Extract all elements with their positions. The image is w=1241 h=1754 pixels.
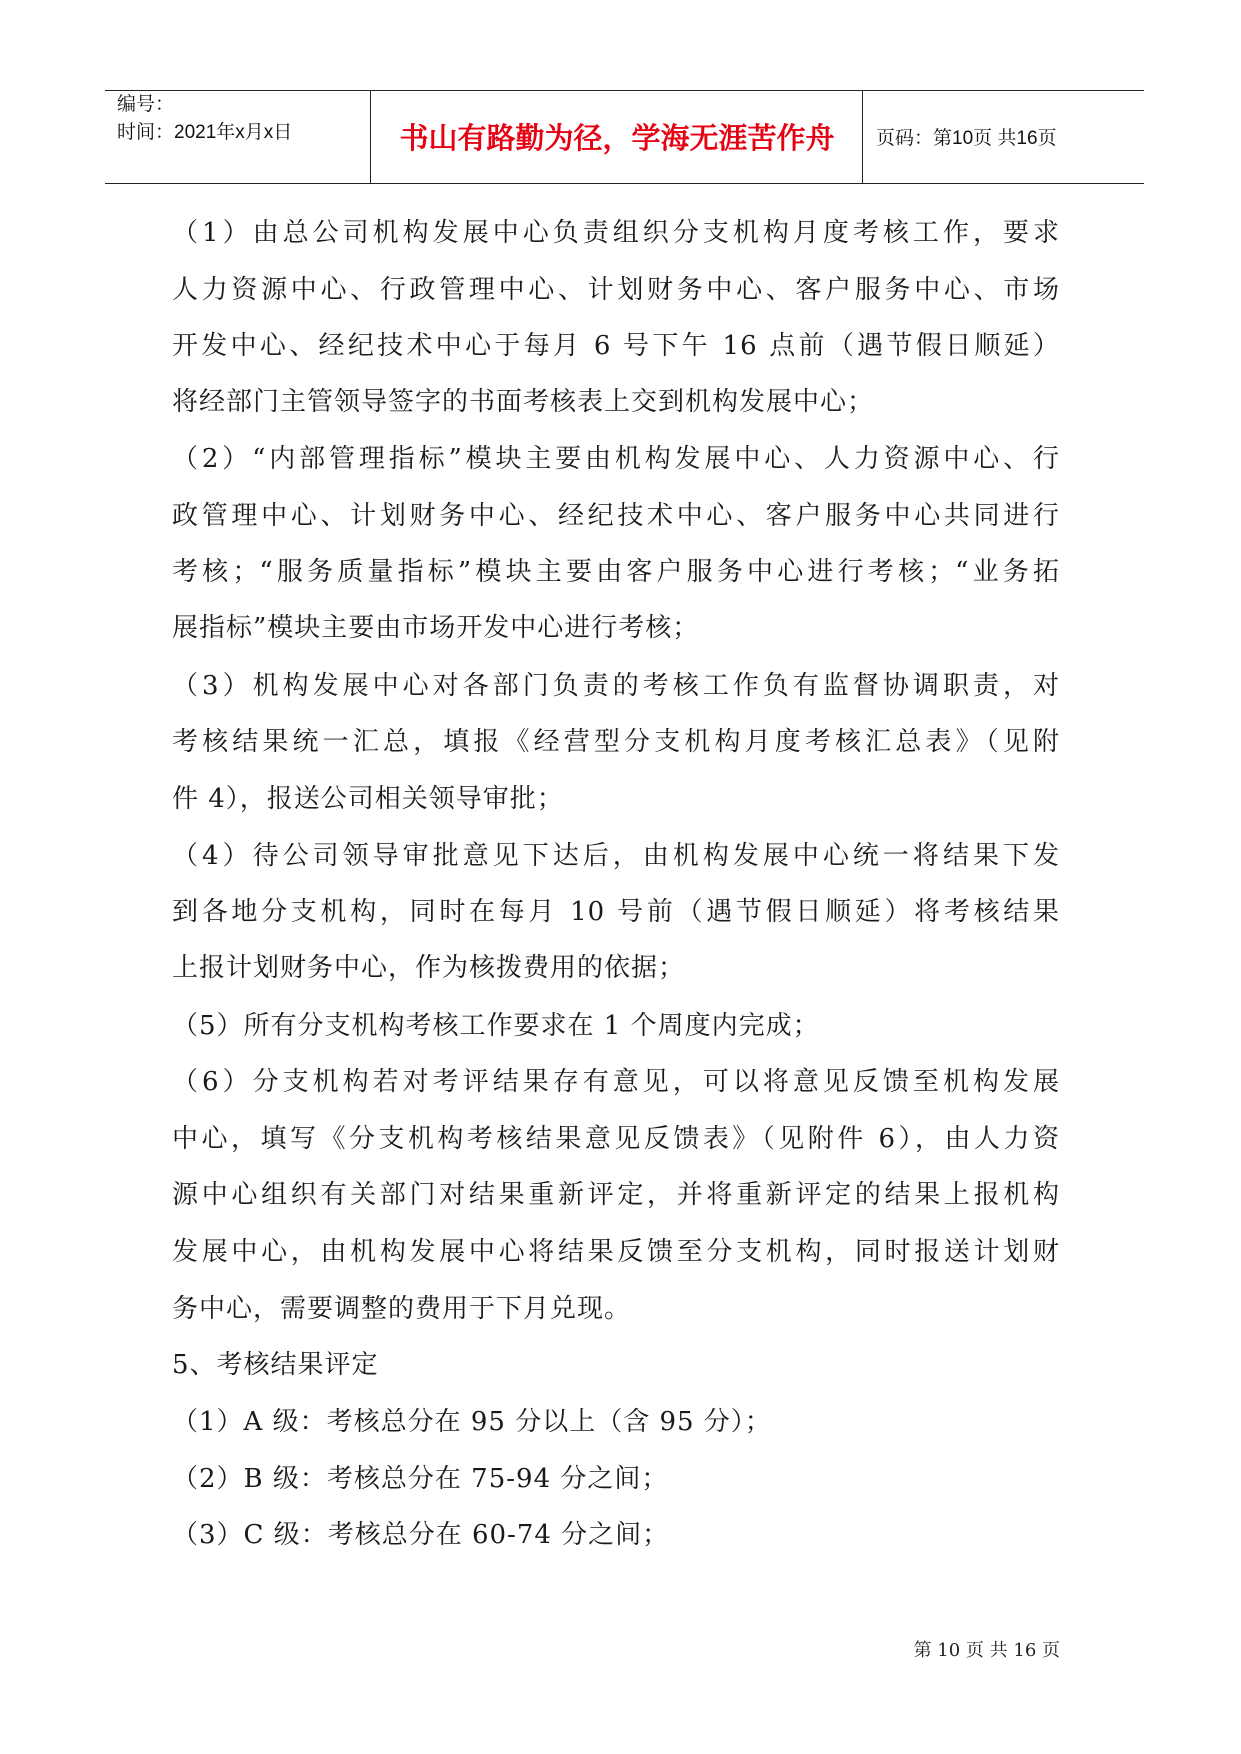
header-date-label: 时间：2021年x月x日 — [117, 122, 293, 143]
body-line: （6）分支机构若对考评结果存有意见，可以将意见反馈至机构发展 — [172, 1067, 1060, 1097]
footer-page-number: 第 10 页 共 16 页 — [913, 1640, 1060, 1661]
body-line: 务中心，需要调整的费用于下月兑现。 — [172, 1294, 632, 1324]
header-divider-left — [370, 90, 371, 183]
body-line: 上报计划财务中心，作为核拨费用的依据； — [172, 953, 686, 983]
body-line: 政管理中心、计划财务中心、经纪技术中心、客户服务中心共同进行 — [172, 501, 1060, 531]
body-line: 件 4），报送公司相关领导审批； — [172, 784, 564, 814]
body-line: 中心，填写《分支机构考核结果意见反馈表》（见附件 6），由人力资 — [172, 1124, 1060, 1154]
body-line: （2）B 级：考核总分在 75-94 分之间； — [172, 1464, 669, 1494]
body-line: （3）C 级：考核总分在 60-74 分之间； — [172, 1520, 670, 1550]
body-line: 将经部门主管领导签字的书面考核表上交到机构发展中心； — [172, 387, 875, 417]
section-heading: 5、考核结果评定 — [172, 1350, 379, 1380]
body-line: 考核结果统一汇总，填报《经营型分支机构月度考核汇总表》（见附 — [172, 727, 1060, 757]
body-line: 到各地分支机构，同时在每月 10 号前（遇节假日顺延）将考核结果 — [172, 897, 1060, 927]
header-number-label: 编号： — [117, 94, 175, 115]
header-bottom-rule — [105, 183, 1144, 184]
body-line: 人力资源中心、行政管理中心、计划财务中心、客户服务中心、市场 — [172, 275, 1060, 305]
body-line: 开发中心、经纪技术中心于每月 6 号下午 16 点前（遇节假日顺延） — [172, 331, 1060, 361]
header-motto: 书山有路勤为径，学海无涯苦作舟 — [399, 121, 835, 155]
header-divider-right — [862, 90, 863, 183]
body-line: 发展中心，由机构发展中心将结果反馈至分支机构，同时报送计划财 — [172, 1237, 1060, 1267]
body-line: （1）由总公司机构发展中心负责组织分支机构月度考核工作，要求 — [172, 218, 1060, 248]
body-line: （4）待公司领导审批意见下达后，由机构发展中心统一将结果下发 — [172, 841, 1060, 871]
body-line: （1）A 级：考核总分在 95 分以上（含 95 分）； — [172, 1407, 772, 1437]
body-line: 考核；“服务质量指标”模块主要由客户服务中心进行考核；“业务拓 — [172, 557, 1060, 587]
header-top-rule — [105, 90, 1144, 91]
body-line: 展指标”模块主要由市场开发中心进行考核； — [172, 613, 700, 643]
body-line: （5）所有分支机构考核工作要求在 1 个周度内完成； — [172, 1011, 820, 1041]
header-page-label: 页码：第10页 共16页 — [876, 128, 1057, 149]
body-line: （3）机构发展中心对各部门负责的考核工作负有监督协调职责，对 — [172, 671, 1060, 701]
body-line: 源中心组织有关部门对结果重新评定，并将重新评定的结果上报机构 — [172, 1180, 1060, 1210]
body-line: （2）“内部管理指标”模块主要由机构发展中心、人力资源中心、行 — [172, 444, 1060, 474]
